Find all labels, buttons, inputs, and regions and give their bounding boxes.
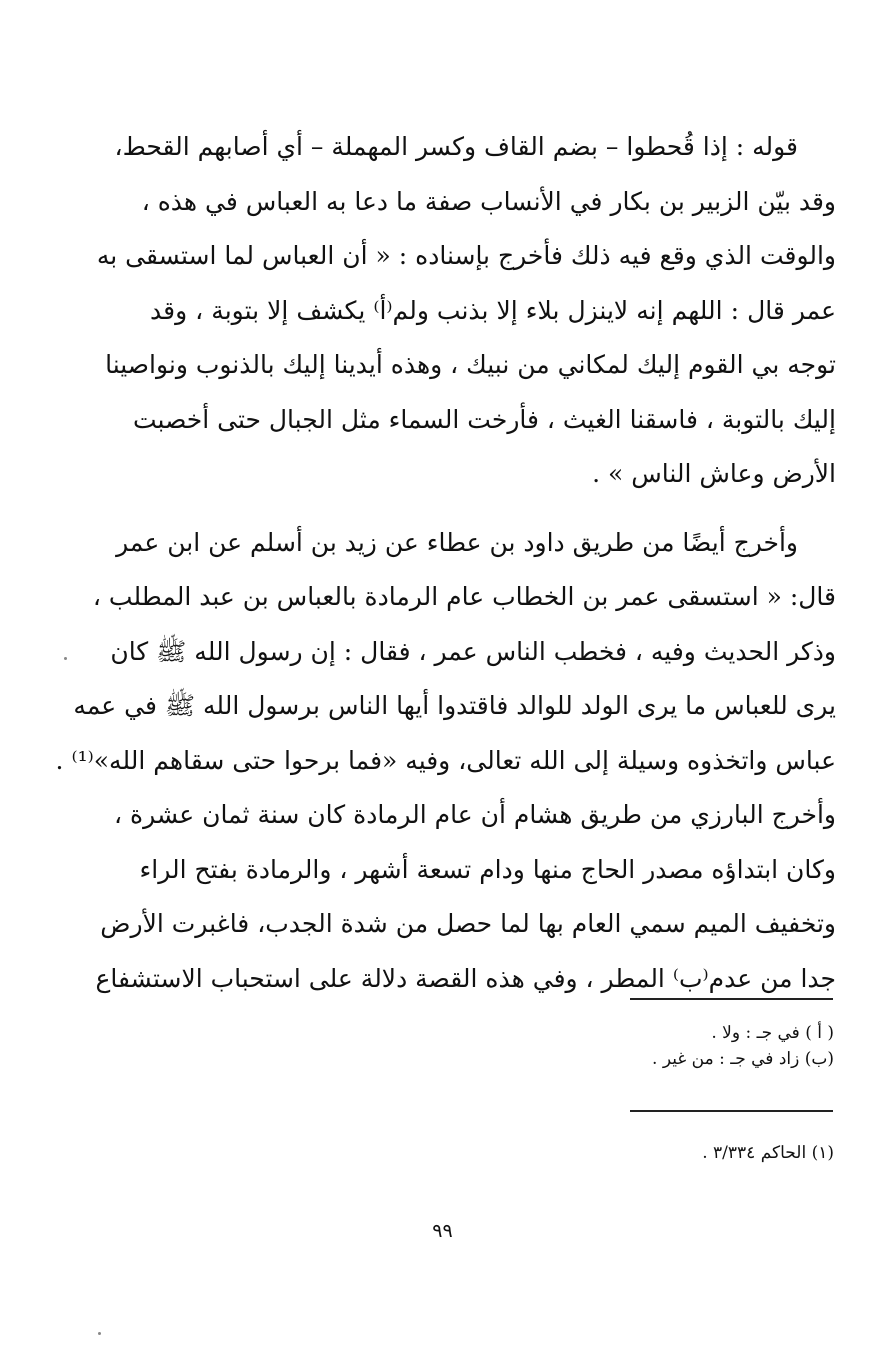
page-number: ٩٩: [432, 1220, 453, 1242]
text-line: يرى للعباس ما يرى الولد للوالد فاقتدوا أيها الناس برسول الله ﷺ في عمه: [73, 691, 836, 720]
reference-footnotes: [450, 1140, 834, 1166]
text-line: عمر قال : اللهم إنه لاينزل بلاء إلا بذنب ولم⁽أ⁾ يكشف إلا بتوبة ، وقد: [150, 295, 836, 325]
text-line: وتخفيف الميم سمي العام بها لما حصل من شدة الجدب، فاغبرت الأرض: [100, 909, 836, 938]
text-line: وأخرج أيضًا من طريق داود بن عطاء عن زيد بن أسلم عن ابن عمر: [116, 527, 798, 557]
footnote-item: (ب) زاد في جـ : من غير .: [652, 1049, 834, 1069]
text-line: وذكر الحديث وفيه ، فخطب الناس عمر ، فقال : إن رسول الله ﷺ كان: [110, 636, 836, 666]
text-line: توجه بي القوم إليك لمكاني من نبيك ، وهذه أيدينا إليك بالذنوب ونواصينا: [105, 350, 836, 379]
text-line: عباس واتخذوه وسيلة إلى الله تعالى، وفيه «فما برحوا حتى سقاهم الله»⁽¹⁾ .: [55, 745, 836, 775]
main-text: [55, 120, 836, 1006]
footnote-item: (١) الحاكم ٣/٣٣٤ .: [702, 1143, 834, 1163]
text-line: إليك بالتوبة ، فاسقنا الغيث ، فأرخت السماء مثل الجبال حتى أخصبت: [132, 404, 836, 434]
text-line: قال: « استسقى عمر بن الخطاب عام الرمادة بالعباس بن عبد المطلب ،: [92, 582, 836, 611]
text-line: والوقت الذي وقع فيه ذلك فأخرج بإسناده : « أن العباس لما استسقى به: [96, 241, 836, 270]
footnote-divider: [630, 998, 833, 1000]
text-line: الأرض وعاش الناس » .: [592, 459, 836, 488]
text-line: جدا من عدم⁽ب⁾ المطر ، وفي هذه القصة دلالة على استحباب الاستشفاع: [95, 963, 836, 993]
text-line: وأخرج البارزي من طريق هشام أن عام الرمادة كان سنة ثمان عشرة ،: [114, 800, 836, 829]
text-line: قوله : إذا قُحطوا – بضم القاف وكسر المهملة – أي أصابهم القحط،: [114, 132, 798, 161]
footnote-divider: [630, 1110, 833, 1112]
footnote-item: ( أ ) في جـ : ولا .: [711, 1023, 834, 1043]
variant-footnotes: [450, 1020, 834, 1072]
scan-speck: [64, 657, 67, 660]
scan-speck: [98, 1332, 101, 1335]
text-line: وقد بيّن الزبير بن بكار في الأنساب صفة ما دعا به العباس في هذه ،: [141, 186, 836, 216]
text-line: وكان ابتداؤه مصدر الحاج منها ودام تسعة أشهر ، والرمادة بفتح الراء: [139, 854, 836, 884]
